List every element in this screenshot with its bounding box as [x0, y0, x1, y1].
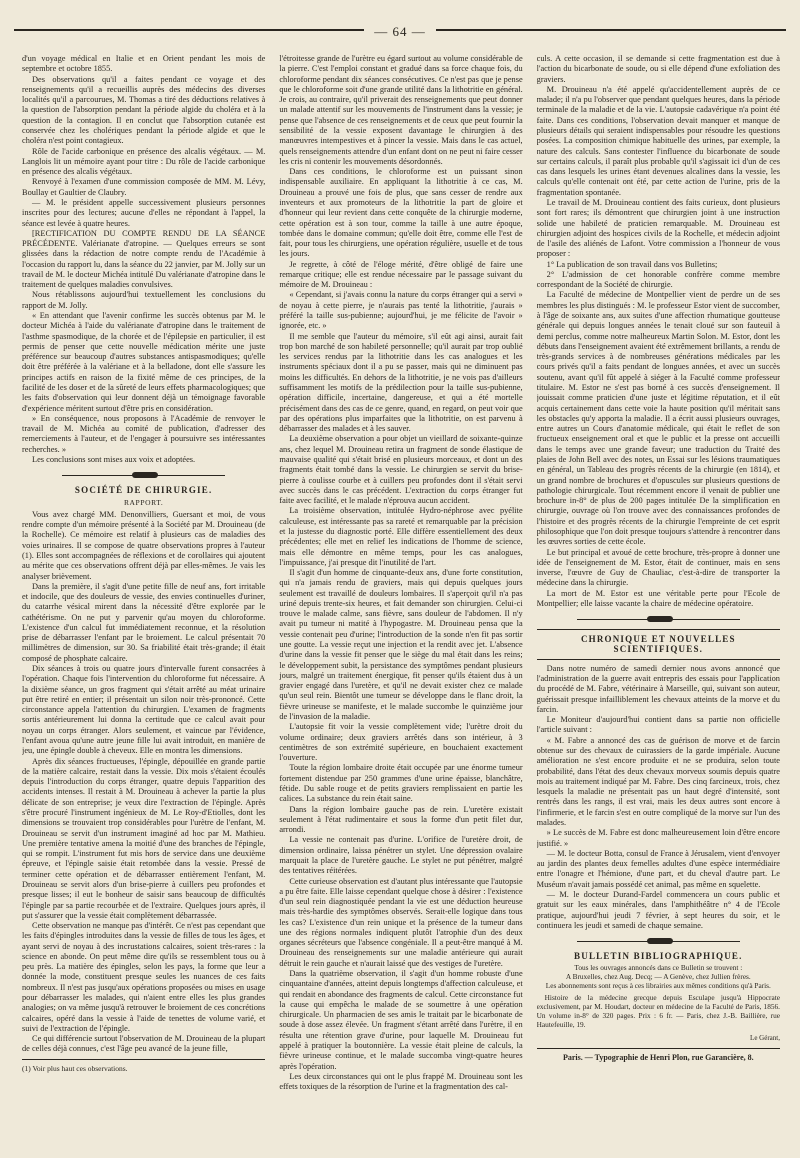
paragraph: La deuxième observation a pour objet un vieillard de soixante-quinze ans, chez lequel M. Drouineau retira un fragment de sonde élastique de mauvaise qualité qui s'était brisé en plusieurs morceaux, et dont un des fragments était tombé dans la vessie. Le chirurgien se servit du brise-pierre à coulisse courbe et à cuillers peu profondes dont il s'était servi avec succès dans le cas précédent. L'extraction du corps étranger fut faite avec facilité, et le malade n'éprouva aucun accident.: [279, 434, 523, 506]
paragraph: 2° L'admission de cet honorable confrère comme membre correspondant de la Société de chirurgie.: [536, 269, 780, 290]
paragraph: Des observations qu'il a faites pendant ce voyage et des renseignements qu'il a recueillis auprès des médecins des diverses localités qu'il a parcourues, M. Thomas a tiré des déductions relatives à la question de l'absorption pendant la période algide du choléra et à la question de la contagion. Il en conclut que l'absorption cutanée est conservée chez les cholériques pendant la période algide et que le choléra n'est point contagieux.: [22, 74, 266, 146]
footnote-rule: [22, 1059, 265, 1060]
paragraph: — M. le président appelle successivement plusieurs personnes inscrites pour des lectures; aucune d'elles ne répondant à l'appel, la séance est levée à quatre heures.: [22, 197, 266, 228]
paragraph: Le but principal et avoué de cette brochure, très-propre à donner une idée de l'enseignement de M. Estor, était de continuer, mais en sens inverse, l'œuvre de Guy de Chauliac, c'est-à-dire de transporter la médecine dans la chirurgie.: [536, 547, 780, 588]
academie-report: [22, 54, 265, 465]
paragraph: La vessie ne contenait pas d'urine. L'orifice de l'uretère droit, de dimension ordinaire, laissa pénétrer un stylet. Une dépression ovalaire marquait la place de l'uretère gauche. Le stylet ne put pénétrer, malgré des tentatives réitérées.: [279, 835, 523, 876]
paragraph: 1° La publication de son travail dans vos Bulletins;: [546, 259, 718, 269]
rapport-continued: [279, 54, 522, 1092]
paragraph: Cette curieuse observation est d'autant plus intéressante que l'autopsie a pu être faite. Elle laisse cependant quelque chose à désirer : l'existence d'un seul rein diagnostiquée pendant la vie est une déduction heureuse mais très-hardie des symptômes observés. Serait-elle logique dans tous les cas? L'existence d'un rein unique et la présence de la tumeur dans une des régions normales indiquent plutôt l'atrophie d'un des deux organes sécréteurs que l'absence congéniale. Il a peut-être manqué à M. Drouineau des renseignements sur une maladie antérieure qui aurait détruit le rein gauche et n'aurait laissé que des vestiges de l'uretère.: [279, 876, 523, 968]
paragraph: Vous avez chargé MM. Denonvilliers, Guersant et moi, de vous rendre compte d'un mémoire présenté à la Société par M. Drouineau (de la Rochelle). Ce mémoire est relatif à plusieurs cas de maladies des voies urinaires. Il se compose de quatre observations propres à l'auteur (1). Elles sont accompagnées de réflexions et de corollaires qui ajoutent au mérite que ces observations offrent déjà par elles-mêmes. Je vais les analyser brièvement.: [22, 509, 266, 581]
footnote: (1) Voir plus haut ces observations.: [22, 1063, 128, 1073]
paragraph: Dans ces conditions, le chloroforme est un puissant sinon indispensable auxiliaire. En appliquant la lithotritie à ce cas, M. Drouineau a prouvé une fois de plus, que sans cesser de rendre aux inventeurs et aux promoteurs de la lithotritie la part de gloire et d'honneur qui leur revient dans cette conquête de la chirurgie moderne, cette opération est à son tour, comme la taille à une autre époque, tombée dans le domaine commun; qu'elle doit être, comme elle l'est de fait, pour tous les chirurgiens, une opération régulière, usuelle et de tous les jours.: [279, 167, 523, 259]
paragraph: Rôle de l'acide carbonique en présence des alcalis végétaux. — M. Langlois lit un mémoire ayant pour titre : Du rôle de l'acide carbonique en présence des alcalis végétaux.: [22, 146, 266, 177]
paragraph: Nous rétablissons aujourd'hui textuellement les conclusions du rapport de M. Jolly.: [22, 290, 266, 310]
paragraph: Il me semble que l'auteur du mémoire, s'il eût agi ainsi, aurait fait trop bon marché de son habileté personnelle; qu'il aurait par trop oublié les services rendus par la lithotritie dans les cas analogues et les instruments spéciaux dont il a pu se passer, mais qui ne diminuent pas moins les difficultés. En dehors de la lithotritie, je ne vois pas d'ailleurs suffisamment les motifs de la prédilection pour la taille sus-pubienne, opération difficile, incertaine, dangereuse, et qui a été mortelle précisément dans des cas de ce genre, quand, en regard, on peut voir que par des opérations plus imparfaites que la lithotritie, on est parvenu à débarrasser des malades et à les sauver.: [279, 331, 523, 434]
paragraph: Dix séances à trois ou quatre jours d'intervalle furent consacrées à l'opération. Chaque fois l'intervention du chloroforme fut nécessaire. A la dixième séance, un gros fragment qui s'était arrêté au méat urinaire put être retiré en entier; il présentait un silon noir très-prononcé. Cette circonstance appela l'attention du chirurgien. L'examen de fragments sortis antérieurement lui donna la certitude que ce calcul avait pour noyau un corps étranger. Alors seulement, et vaincue par l'évidence, l'enfant avoua qu'une autre jeune fille lui avait introduit, en manière de jeu, une épingle double à cheveux. Elle en montra les dimensions.: [22, 664, 266, 756]
section-rule: [537, 659, 780, 660]
section-subtitle-rapport: RAPPORT.: [123, 497, 164, 507]
bulletin-note: Tous les ouvrages annoncés dans ce Bulletin se trouvent :: [574, 963, 743, 973]
paragraph: d'un voyage médical en Italie et en Orient pendant les mois de septembre et octobre 1855.: [22, 54, 266, 74]
chronique-body: [537, 664, 780, 931]
rapport-conclusion: [537, 54, 780, 609]
imprint-rule: [537, 1048, 780, 1049]
paragraph: « Cependant, si j'avais connu la nature du corps étranger qui a servi » de noyau à cette pierre, je n'aurais pas tenté la lithotritie, j'aurais » préféré la taille sus-pubienne; aujourd'hui, je me félicite de l'avoir » ignorée, etc. »: [279, 290, 523, 331]
section-ornament: [537, 936, 780, 946]
paragraph: Le travail de M. Drouineau contient des faits curieux, dont plusieurs sont fort rares; ils démontrent que chirurgien joint à une instruction solide une habileté de praticien remarquable. M. Drouineau est chirurgien adjoint des hospices civils de la Rochelle, et médecin adjoint de l'asile des aliénés de Lafont. Votre commission a l'honneur de vous proposer :: [536, 197, 780, 259]
column-left: [22, 54, 265, 1138]
paragraph: » Le succès de M. Fabre est donc malheureusement loin d'être encore justifié. »: [536, 828, 780, 848]
paragraph: Dans la première, il s'agit d'une petite fille de neuf ans, fort irritable et indocile, que des douleurs de vessie, des envies continuelles d'uriner, du catarrhe vésical mirent dans la nécessité d'être explorée par le cathétérisme. On ne put y parvenir qu'au moyen du chloroforme. L'existence d'un calcul fut immédiatement reconnue, et la résolution prise de débarrasser l'enfant par le broiement. Le calcul présentait 70 millimètres de dimension, sur 30. Sa friabilité était très-grande; il était composé de phosphate calcaire.: [22, 581, 266, 663]
paragraph: Toute la région lombaire droite était occupée par une énorme tumeur fortement distendue par 250 grammes d'une urine épaisse, blanchâtre, fétide. Du sable rouge et de petits graviers remplissaient en partie les calices. La substance du rein était saine.: [279, 763, 523, 804]
paragraph: l'étroitesse grande de l'urètre eu égard surtout au volume considérable de la pierre. C'est l'emploi constant et gradué dans sa force chaque fois, du chloroforme pendant dix séances consécutives. Ce n'est pas que je pense que le chloroforme soit d'une grande utilité dans la lithotritie en général. Je crois, au contraire, qu'il priverait des renseignements que peut donner un malade attentif sur les mouvements de l'instrument dans la vessie; je pense que l'absence de ces renseignements et de ceux que peut fournir la sensibilité de la vessie exposent davantage le chirurgien à des manœuvres intempestives et à pincer la vessie. Mais dans le cas actuel, quels renseignements attendre d'un enfant dont on ne peut ni faire cesser les cris ni contenir les mouvements désordonnés.: [279, 54, 523, 166]
paragraph: » En conséquence, nous proposons à l'Académie de renvoyer le travail de M. Michéa au comité de publication, d'adresser des remerciements à l'auteur, et de l'engager à poursuivre ses intéressantes recherches. »: [22, 413, 266, 454]
paragraph: Ce qui différencie surtout l'observation de M. Drouineau de la plupart de celles déjà connues, c'est l'âge peu avancé de la jeune fille,: [22, 1034, 266, 1054]
column-middle: [279, 54, 522, 1138]
paragraph: Après dix séances fructueuses, l'épingle, dépouillée en grande partie de la matière calcaire, restait dans la vessie. Dix mois s'étaient écoulés depuis l'introduction du corps étranger, quatre depuis l'apparition des accidents intenses. Il restait à M. Drouineau à achever la partie la plus délicate de son entreprise; je veux dire l'extraction de l'épingle. Après s'être procuré l'instrument ingénieux de M. Le Roy-d'Etiolles, dont les dimensions se trouvaient trop considérables pour l'urètre de l'enfant, M. Drouineau se servit d'un instrument imaginé ad hoc par M. Mathieu. Une première tentative amena la moitié d'une des branches de l'épingle, qui se rompit. L'instrument fut mis hors de service dans une deuxième épreuve, et l'épingle saisie était retombée dans la vessie. Pressé de terminer cette opération et de débarrasser entièrement l'enfant, M. Drouineau se servit alors d'un brise-pierre à cuillers peu profondes et presque lisses; il eut le bonheur de saisir sans beaucoup de difficultés l'épingle par sa partie recourbée et de l'extraire. Quelques jours après, il put s'assurer que la vessie était complètement débarrassée.: [22, 756, 266, 920]
section-ornament: [22, 470, 265, 480]
paragraph: Dans notre numéro de samedi dernier nous avons annoncé que l'administration de la guerre avait entrepris des essais pour l'application du procédé de M. Fabre, vétérinaire à Marseille, qui, suivant son auteur, guérissait presque infailliblement les chevaux atteints de la morve et du farcin.: [536, 663, 780, 714]
column-right: [537, 54, 780, 1138]
paragraph: La Faculté de médecine de Montpellier vient de perdre un de ses membres les plus distingués : M. le professeur Estor vient de succomber, à l'âge de soixante ans, aux suites d'une affection rhumatique goutteuse générale qui depuis longues années le tenait cloué sur son fauteuil à demi perclus, comme notre malheureux Martin Solon. M. Estor, dont les débuts dans l'enseignement avaient été extrêmement brillants, a rendu de très-grands services à de nombreuses générations médicales par les cours privés qu'il a faits pendant de longues années, et avec un succès soutenu, avant qu'il fût appelé à siéger à la Faculté comme professeur titulaire. M. Estor ne s'est pas borné à ces succès d'enseignement. Il jouissait comme praticien d'une juste et légitime réputation, et il eût acquis certainement dans cette voie la haute position qu'il méritait sans les obstacles qu'y apporta la maladie. Il a écrit aussi plusieurs ouvrages, entre autres un Cours d'anatomie médicale, qui était le reflet de son fructueux enseignement oral et que le public et la presse ont accueilli dans le temps avec une grande faveur; une traduction du Traité des plaies de John Bell avec des notes, un Essai sur les lésions traumatiques en général, un Tableau des progrès récents de la chirurgie (en 1814), et un grand nombre de brochures et d'opuscules sur plusieurs questions de pathologie chirurgicale. Tout récemment encore il venait de publier une brochure in-8° de plus de 200 pages intitulée De la simplification en chirurgie, ouvrage où l'on trouve avec des connaissances profondes de l'histoire et des progrès récents de la chirurgie l'empreinte de cet esprit philosophique que l'on doit presque toujours s'attendre à rencontrer dans les œuvres sorties de cette école.: [536, 290, 780, 547]
page-number: — 64 —: [374, 24, 426, 39]
section-ornament: [537, 614, 780, 624]
paragraph: — M. le docteur Botta, consul de France à Jérusalem, vient d'envoyer au jardin des plantes deux femelles adultes d'une espèce intermédiaire entre l'onagre et l'hémione, d'une part, et du cheval d'autre part. Le Muséum n'avait jamais possédé cet animal, pas même en squelette.: [536, 848, 780, 889]
paragraph: « M. Fabre a annoncé des cas de guérison de morve et de farcin obtenue sur des chevaux de cuirassiers de la garde impériale. Aucune amélioration ne s'est encore produite et ne se produira, selon toute probabilité, dans l'état des deux chevaux morveux soumis depuis quatre mois au traitement indiqué par M. Fabre. Des cinq farcineux, trois, chez lesquels la maladie ne présentait pas un haut degré d'intensité, sont rentrés dans les rangs, il est vrai, mais les deux autres sont encore à l'infirmerie, et le farcin s'est en outre compliqué de la morve sur l'un des malades.: [536, 735, 780, 827]
paragraph: [RECTIFICATION DU COMPTE RENDU DE LA SÉANCE PRÉCÉDENTE. Valérianate d'atropine. — Quelques erreurs se sont glissées dans la rédaction de notre compte rendu de l'Académie à l'occasion du rapport lu, dans la séance du 22 janvier, par M. Jolly sur un travail de M. le docteur Michéa intitulé Du valérianate d'atropine dans le traitement de quelques maladies convulsives.: [22, 228, 266, 290]
gerant-signature: Le Gérant,: [750, 1034, 780, 1043]
bulletin-note: A Bruxelles, chez Aug. Decq; — A Genève, chez Jullien frères.: [565, 972, 751, 982]
paragraph: — M. le docteur Durand-Fardel commencera un cours public et gratuit sur les eaux minérales, dans l'amphithéâtre n° 4 de l'Ecole pratique, aujourd'hui jeudi 7 février, à sept heures du soir, et le continuera les jeudi et samedi de chaque semaine.: [536, 889, 780, 930]
bulletin-note: Les abonnements sont reçus à ces librairies aux mêmes conditions qu'à Paris.: [545, 981, 771, 991]
paragraph: Renvoyé à l'examen d'une commission composée de MM. M. Lévy, Boullay et Gaultier de Claubry.: [22, 177, 266, 197]
bulletin-entry: Histoire de la médecine grecque depuis Esculape jusqu'à Hippocrate exclusivement, par M. Houdart, docteur en médecine de la Faculté de Paris, 1856. Un volume in-8° de 320 pages. Prix : 6 fr. — Paris, chez J.-B. Baillière, rue Hautefeuille, 19.: [536, 993, 780, 1030]
paragraph: Dans la région lombaire gauche pas de rein. L'uretère existait seulement à l'état rudimentaire et sous la forme d'un petit filet dur, arrondi.: [279, 804, 523, 835]
paragraph: « En attendant que l'avenir confirme les succès obtenus par M. le docteur Michéa à l'aide du valérianate d'atropine dans le traitement de l'asthme spasmodique, de la chorée et de l'épilepsie en particulier, il est permis de penser que cette nouvelle médication mérite une juste préférence sur beaucoup d'autres substances antispasmodiques; qu'elle doit être préférée à la valériane et à la belladone, dont elle s'assure les principes actifs en raison de la fixité même de ces principes, de la facilité de les doser et de la sûreté de leurs effets pharmacologiques; que les faits d'observation qui leur donnent déjà un témoignage favorable d'expérience méritent surtout d'être pris en considération.: [22, 311, 266, 413]
section-title-chronique: CHRONIQUE ET NOUVELLES SCIENTIFIQUES.: [580, 634, 736, 655]
paragraph: Les conclusions sont mises aux voix et adoptées.: [32, 454, 196, 464]
paragraph: La troisième observation, intitulée Hydro-néphrose avec pyélite calculeuse, est intéressante pas sa rareté et remarquable par la précision et la justesse du diagnostic porté. Elle diffère essentiellement des deux précédentes; elle met en relief les indications de l'homme de science, mais elle démontre en même temps, pour les cas analogues, l'impuissance, j'ai presque dit l'inutilité de l'art.: [279, 506, 523, 567]
paragraph: Je regrette, à côté de l'éloge mérité, d'être obligé de faire une remarque critique; elle est rendue nécessaire par le passage suivant du mémoire de M. Drouineau :: [279, 259, 523, 290]
printer-imprint: Paris. — Typographie de Henri Plon, rue Garancière, 8.: [562, 1052, 754, 1062]
paragraph: Dans la quatrième observation, il s'agit d'un homme robuste d'une cinquantaine d'années, atteint depuis longtemps d'affection calculeuse, et qui rendait en abondance des fragments de calcul. Cette circonstance fut la cause qui empêcha le malade de se soumettre à une opération chirurgicale. Un pharmacien de ses amis le traitait par le bicarbonate de soude à dose assez élevée. Un fragment s'étant arrêté dans l'urètre, il en résulta une rétention grave d'urine, pour laquelle M. Drouineau fut appelé à pratiquer la boutonnière. La vessie était pleine de calculs, la fièvre urineuse continue, et le malade succomba vingt-quatre heures après l'opération.: [279, 969, 523, 1071]
paragraph: La mort de M. Estor est une véritable perte pour l'Ecole de Montpellier; elle laisse vacante la chaire de médecine opératoire.: [536, 588, 780, 608]
section-rule: [537, 629, 780, 630]
paragraph: M. Drouineau n'a été appelé qu'accidentellement auprès de ce malade; il n'a pu l'observer que pendant quelques heures, dans la période terminale de la maladie et de la vie. L'autopsie cadavérique n'a point été faite. Dans ces conditions, l'observation devait manquer et manque de plusieurs détails qui seraient indispensables pour résoudre les questions posées. La composition chimique habituelle des urines, par exemple, la nature des calculs. Sans contester l'influence du bicarbonate de soude sur certains calculs, il paraît plus probable qu'il s'agissait ici d'un de ces cas dans lesquels les urines étant devenues alcalines dans la vessie, les calculs qu'elle contenait ont été, par cette action de l'urine, pris de la fragmentation spontanée.: [536, 84, 780, 197]
section-title-societe: SOCIÉTÉ DE CHIRURGIE.: [74, 485, 213, 496]
section-title-bulletin: BULLETIN BIBLIOGRAPHIQUE.: [574, 951, 743, 962]
paragraph: Les deux circonstances qui ont le plus frappé M. Drouineau sont les effets toxiques de la résorption de l'urine et la fragmentation des cal-: [279, 1071, 523, 1092]
paragraph: Il s'agit d'un homme de cinquante-deux ans, d'une forte constitution, qui n'a jamais rendu de graviers, mais qui depuis quelques jours seulement est travaillé de douleurs lombaires. Il s'aperçoit qu'il n'a pas uriné depuis trente-six heures, et fait demander son chirurgien. Celui-ci trouve le malade calme, sans fièvre, sans douleur de l'abdomen. Il n'y avait pu tumeur ni matité à l'hypogastre. M. Drouineau pensa que la vessie contenait peu d'urine; l'introduction de la sonde n'en fit pas sortir une goutte. La vessie reçut une injection et la rendit avec jet. L'absence d'urine dans la vessie fit penser que le siège du mal était dans les reins; le développement subit, la persistance des symptômes pendant plusieurs jours, malgré un traitement énergique, fit penser qu'ils étaient dus à un gravier engagé dans l'uretère, et qu'il ne devait exister chez ce malade qu'un seul rein. Bientôt une tumeur se développe dans le flanc droit, la fièvre urineuse se manifeste, et le malade succombe le quinzième jour de l'invasion de la maladie.: [279, 568, 523, 721]
paragraph: Cette observation ne manque pas d'intérêt. Ce n'est pas cependant que les faits d'épingles introduites dans la vessie de filles de tous les âges, et ayant servi de noyau à des incrustations calcaires, soient très-rares : la science en abonde. On peut même dire qu'ils se ressemblent tous ou à peu près. La matière des épingles, selon les pays, la forme que leur a donnée la mode, constituent presque seules les nuances de ces faits nombreux. Il n'est pas jusqu'aux opérations proposées ou mises en usage pour débarrasser les malades, qui n'aient entre elles les plus grandes analogies; on va même jusqu'à retrouver le broiement de ces concrétions calcaires, opéré dans la vessie à l'aide de tenettes de volume varié, et suivi de l'extraction de l'épingle.: [22, 921, 266, 1033]
rapport-body: [22, 510, 265, 1055]
paragraph: L'autopsie fit voir la vessie complètement vide; l'urètre droit du volume ordinaire; deux graviers arrêtés dans son intérieur, à 3 centimètres de son extrémité supérieure, en bouchaient exactement l'ouverture.: [279, 722, 523, 763]
text-columns: [22, 54, 780, 1138]
paragraph: culs. A cette occasion, il se demande si cette fragmentation est due à l'action du bicarbonate de soude, ou si elle dépend d'une exfoliation des graviers.: [536, 54, 780, 84]
paragraph: Le Moniteur d'aujourd'hui contient dans sa partie non officielle l'article suivant :: [536, 715, 780, 735]
